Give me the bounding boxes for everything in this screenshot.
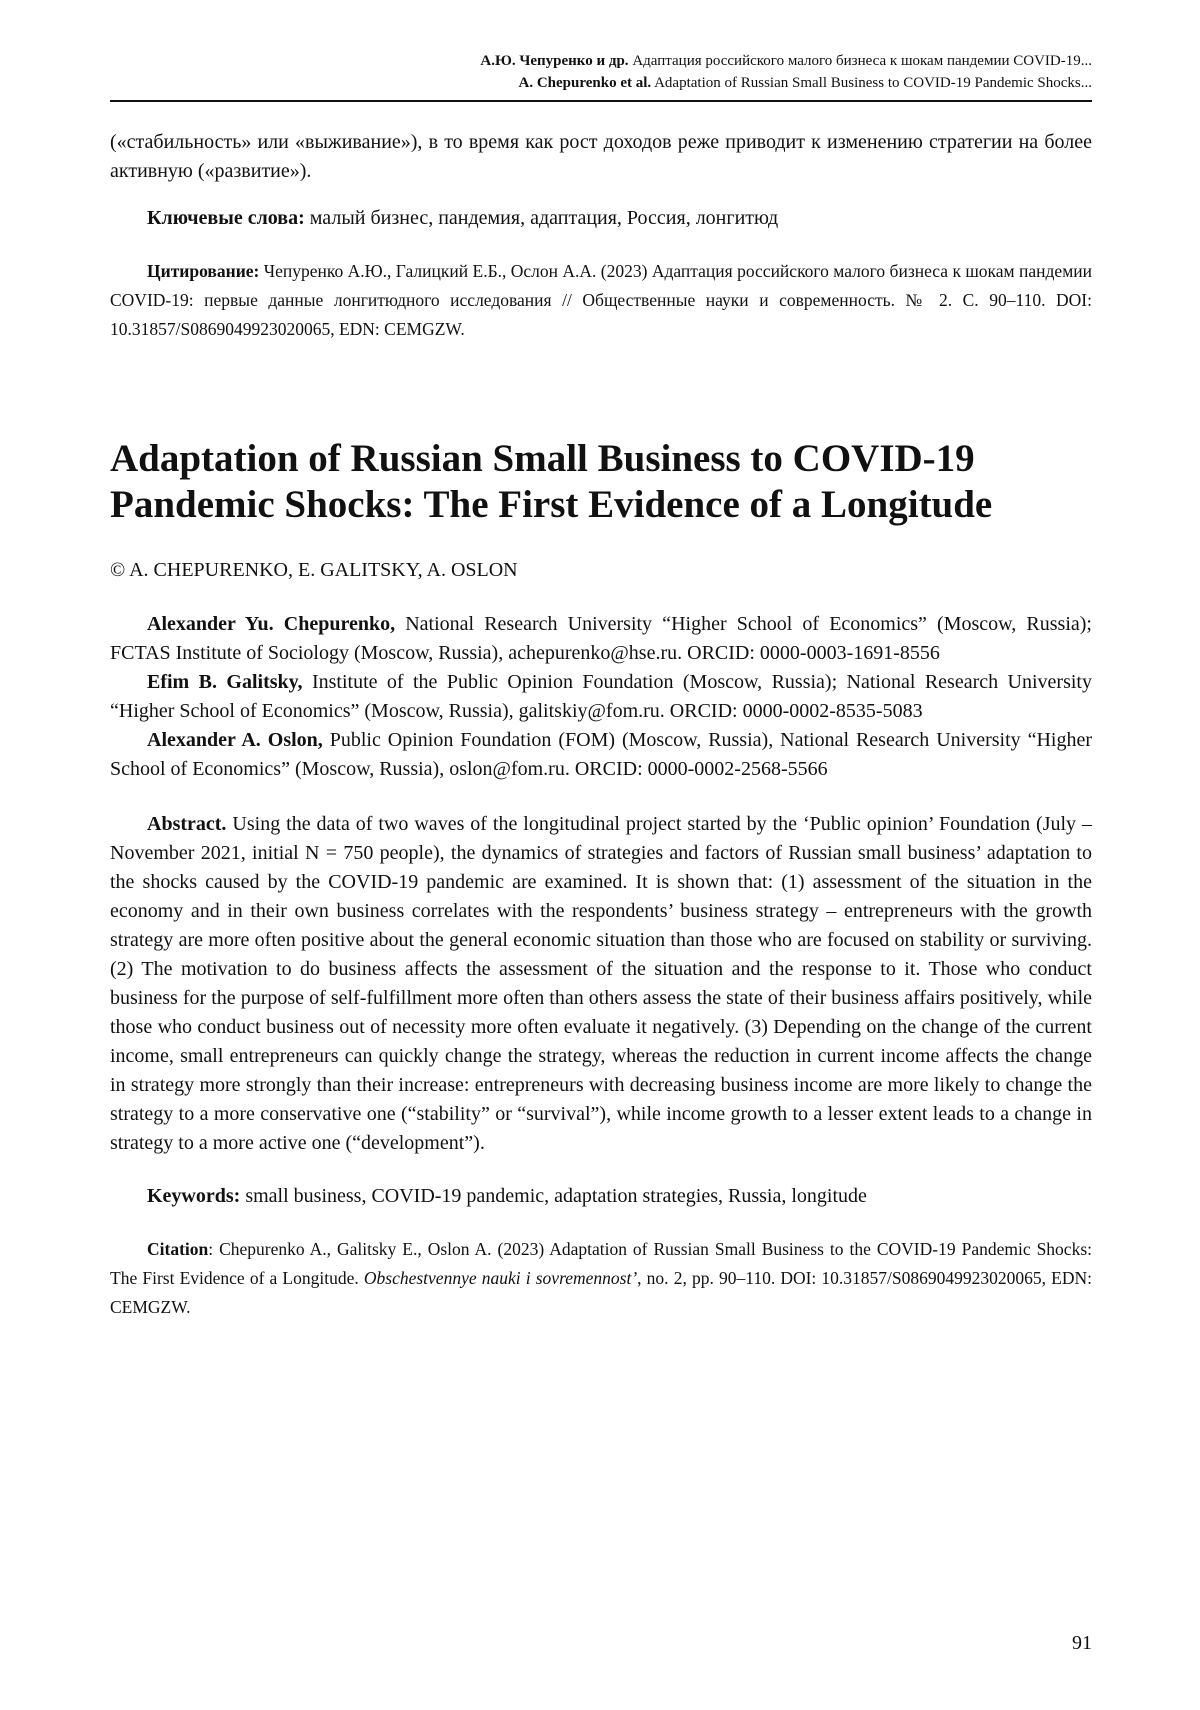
affiliations bbox=[110, 610, 1092, 784]
affiliation-item bbox=[110, 610, 1092, 668]
ru-citation-text: Чепуренко А.Ю., Галицкий Е.Б., Ослон А.А. (2023) Адаптация российского малого бизнеса к шокам пандемии COVID-19: первые данные лонгитюдного исследования // Общественные науки и современность. № 2. С. 90–110. DOI: 10.31857/S0869049923020065, EDN: CEMGZW. bbox=[110, 261, 1092, 339]
affiliation-name: Alexander Yu. Chepurenko, bbox=[147, 613, 396, 635]
en-citation-pre: : Chepurenko A., Galitsky E., Oslon A. (2023) Adaptation of Russian Small Business to the COVID-19 Pandemic Shocks: The First Evidence of a Longitude. bbox=[110, 1239, 1092, 1288]
en-keywords-label: Keywords: bbox=[147, 1185, 241, 1207]
running-header-en bbox=[110, 72, 1092, 94]
affiliation-item bbox=[110, 726, 1092, 784]
header-ru-author: А.Ю. Чепуренко и др. bbox=[480, 53, 629, 69]
affiliation-text: Institute of the Public Opinion Foundation (Moscow, Russia); National Research University “Higher School of Economics” (Moscow, Russia), galitskiy@fom.ru. ORCID: 0000-0002-8535-5083 bbox=[110, 671, 1092, 722]
header-ru-title: Адаптация российского малого бизнеса к шокам пандемии COVID-19... bbox=[632, 53, 1092, 69]
running-header bbox=[110, 50, 1092, 94]
ru-citation-label: Цитирование: bbox=[147, 261, 260, 281]
header-en-title: Adaptation of Russian Small Business to COVID-19 Pandemic Shocks... bbox=[654, 75, 1092, 91]
affiliation-text: National Research University “Higher School of Economics” (Moscow, Russia); FCTAS Institute of Sociology (Moscow, Russia), achepurenko@hse.ru. ORCID: 0000-0003-1691-8556 bbox=[110, 613, 1092, 664]
en-citation-post: , no. 2, pp. 90–110. DOI: 10.31857/S0869049923020065, EDN: CEMGZW. bbox=[110, 1268, 1092, 1317]
affiliation-name: Efim B. Galitsky, bbox=[147, 671, 303, 693]
ru-abstract-tail: («стабильность» или «выживание»), в то время как рост доходов реже приводит к изменению стратегии на более активную («развитие»). bbox=[110, 131, 1092, 182]
affiliation-item bbox=[110, 668, 1092, 726]
ru-keywords-text: малый бизнес, пандемия, адаптация, Россия, лонгитюд bbox=[309, 207, 779, 229]
affiliation-name: Alexander A. Oslon, bbox=[147, 729, 323, 751]
ru-keywords bbox=[110, 204, 1092, 233]
ru-keywords-label: Ключевые слова: bbox=[147, 207, 305, 229]
en-citation-journal: Obschestvennye nauki i sovremennost’ bbox=[363, 1268, 638, 1288]
header-divider bbox=[110, 100, 1092, 102]
en-citation bbox=[110, 1235, 1092, 1322]
affiliation-text: Public Opinion Foundation (FOM) (Moscow, Russia), National Research University “Higher School of Economics” (Moscow, Russia), oslon@fom.ru. ORCID: 0000-0002-2568-5566 bbox=[110, 729, 1092, 780]
author-line: © A. CHEPURENKO, E. GALITSKY, A. OSLON bbox=[110, 559, 518, 581]
en-keywords-text: small business, COVID-19 pandemic, adaptation strategies, Russia, longitude bbox=[245, 1185, 867, 1207]
article-title: Adaptation of Russian Small Business to COVID-19 Pandemic Shocks: The First Evidence of a Longitude bbox=[110, 437, 993, 526]
page-body bbox=[110, 128, 1092, 1322]
en-citation-label: Citation bbox=[147, 1239, 209, 1259]
en-abstract-text: Using the data of two waves of the longitudinal project started by the ‘Public opinion’ Foundation (July – November 2021, initial N = 750 people), the dynamics of strategies and factors of Russian small business’ adaptation to the shocks caused by the COVID-19 pandemic are examined. It is shown that: (1) assessment of the situation in the economy and in their own business correlates with the respondents’ business strategy – entrepreneurs with the growth strategy are more often positive about the general economic situation than those who are focused on stability or surviving. (2) The motivation to do business affects the assessment of the situation and the response to it. Those who conduct business for the purpose of self-fulfillment more often than others assess the state of their business affairs positively, while those who conduct business out of necessity more often evaluate it negatively. (3) Depending on the change of the current income, small entrepreneurs can quickly change the strategy, whereas the reduction in current income affects the change in strategy more strongly than their increase: entrepreneurs with decreasing business income are more likely to change the strategy to a more conservative one (“stability” or “survival”), while income growth to a lesser extent leads to a change in strategy to a more active one (“development”). bbox=[110, 813, 1093, 1154]
en-keywords bbox=[110, 1182, 1092, 1211]
en-abstract-label: Abstract. bbox=[147, 813, 227, 835]
en-abstract bbox=[110, 810, 1092, 1158]
running-header-ru bbox=[110, 50, 1092, 72]
header-en-author: A. Chepurenko et al. bbox=[518, 75, 652, 91]
ru-citation bbox=[110, 257, 1092, 344]
page-number: 91 bbox=[1072, 1632, 1092, 1654]
